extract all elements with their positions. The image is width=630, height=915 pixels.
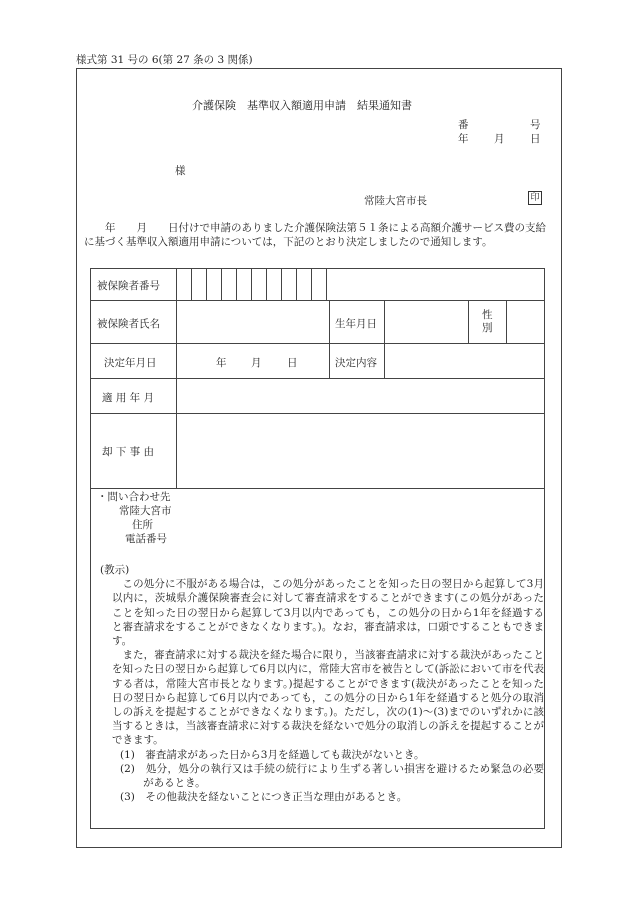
table-rule — [90, 488, 545, 489]
decision-date-label: 決定年月日 — [104, 357, 157, 369]
table-rule — [329, 300, 330, 378]
number-grid-line — [296, 268, 297, 300]
document-title: 介護保険 基準収入額適用申請 結果通知書 — [192, 99, 412, 112]
table-rule — [90, 413, 545, 414]
date-day-label: 日 — [530, 133, 541, 145]
birth-date-label: 生年月日 — [335, 318, 377, 330]
notice-item-2: (2) 処分，処分の執行又は手続の続行により生ずる著しい損害を避けるため緊急の必要があるとき。 — [120, 762, 544, 790]
number-suffix-label: 号 — [530, 119, 541, 131]
number-grid-line — [236, 268, 237, 300]
number-grid-line — [251, 268, 252, 300]
number-grid-line — [221, 268, 222, 300]
notice-item-3: (3) その他裁決を経ないことにつき正当な理由があるとき。 — [120, 791, 408, 804]
table-rule — [90, 300, 545, 301]
decision-date-month: 月 — [251, 357, 262, 369]
decision-date-year: 年 — [216, 357, 227, 369]
number-grid-line — [281, 268, 282, 300]
number-grid-line — [206, 268, 207, 300]
intro-paragraph: 年 月 日付けで申請のありました介護保険法第５１条による高額介護サービス費の支給に基づく基準収入額適用申請については，下記のとおり決定しましたので通知します。 — [84, 222, 546, 248]
table-rule — [176, 268, 177, 488]
appeal-notice — [100, 563, 544, 804]
rejection-reason-label: 却 下 事 由 — [102, 446, 155, 458]
notice-paragraph-2: また，審査請求に対する裁決を経た場合に限り，当該審査請求に対する裁決があったことを知った日の翌日から起算して6月以内に，常陸大宮市を被告として(訴訟において市を代表する者は，常陸大宮市長となります。)提起することができます(裁決があったことを知った日の翌日から起算して6月以内であっても，この処分の日から1年を経過すると処分の取消しの訴えを提起することができなくなります。)。ただし，次の(1)～(3)までのいずれかに該当するときは，当該審査請求に対する裁決を経ないで処分の取消しの訴えを提起することができます。 — [112, 649, 544, 747]
number-grid-line — [266, 268, 267, 300]
apply-month-label: 適 用 年 月 — [102, 392, 155, 404]
table-rule — [90, 378, 545, 379]
issuer-name: 常陸大宮市長 — [364, 195, 427, 207]
number-label: 番 — [458, 119, 469, 131]
seal-stamp: 印 — [528, 191, 542, 205]
sex-label: 性別 — [482, 309, 493, 334]
insured-number-label: 被保険者番号 — [97, 280, 160, 292]
inquiry-address: 住所 — [132, 519, 153, 531]
form-reference: 様式第 31 号の 6(第 27 条の 3 関係) — [76, 54, 253, 66]
inquiry-heading: ・問い合わせ先 — [97, 491, 171, 503]
number-grid-line — [326, 268, 327, 300]
date-month-label: 月 — [494, 133, 505, 145]
insured-name-label: 被保険者氏名 — [97, 318, 160, 330]
inquiry-block — [97, 490, 172, 546]
table-rule — [90, 343, 545, 344]
decision-content-label: 決定内容 — [335, 357, 377, 369]
date-year-label: 年 — [458, 133, 469, 145]
inquiry-phone: 電話番号 — [125, 533, 167, 545]
table-rule — [384, 300, 385, 378]
table-rule — [468, 300, 469, 343]
notice-item-1: (1) 審査請求があった日から3月を経過しても裁決がないとき。 — [120, 748, 425, 761]
notice-heading: (教示) — [100, 564, 130, 576]
table-rule — [506, 300, 507, 343]
number-grid-line — [191, 268, 192, 300]
decision-date-day: 日 — [287, 357, 298, 369]
number-grid-line — [311, 268, 312, 300]
recipient-honorific: 様 — [175, 165, 186, 177]
inquiry-org: 常陸大宮市 — [119, 505, 172, 517]
notice-paragraph-1: この処分に不服がある場合は，この処分があったことを知った日の翌日から起算して3月以内に，茨城県介護保険審査会に対して審査請求をすることができます(この処分があったことを知った日の翌日から起算して3月以内であっても，この処分の日から1年を経過すると審査請求をすることができなくなります。)。なお，審査請求は，口頭ですることもできます。 — [112, 578, 544, 648]
